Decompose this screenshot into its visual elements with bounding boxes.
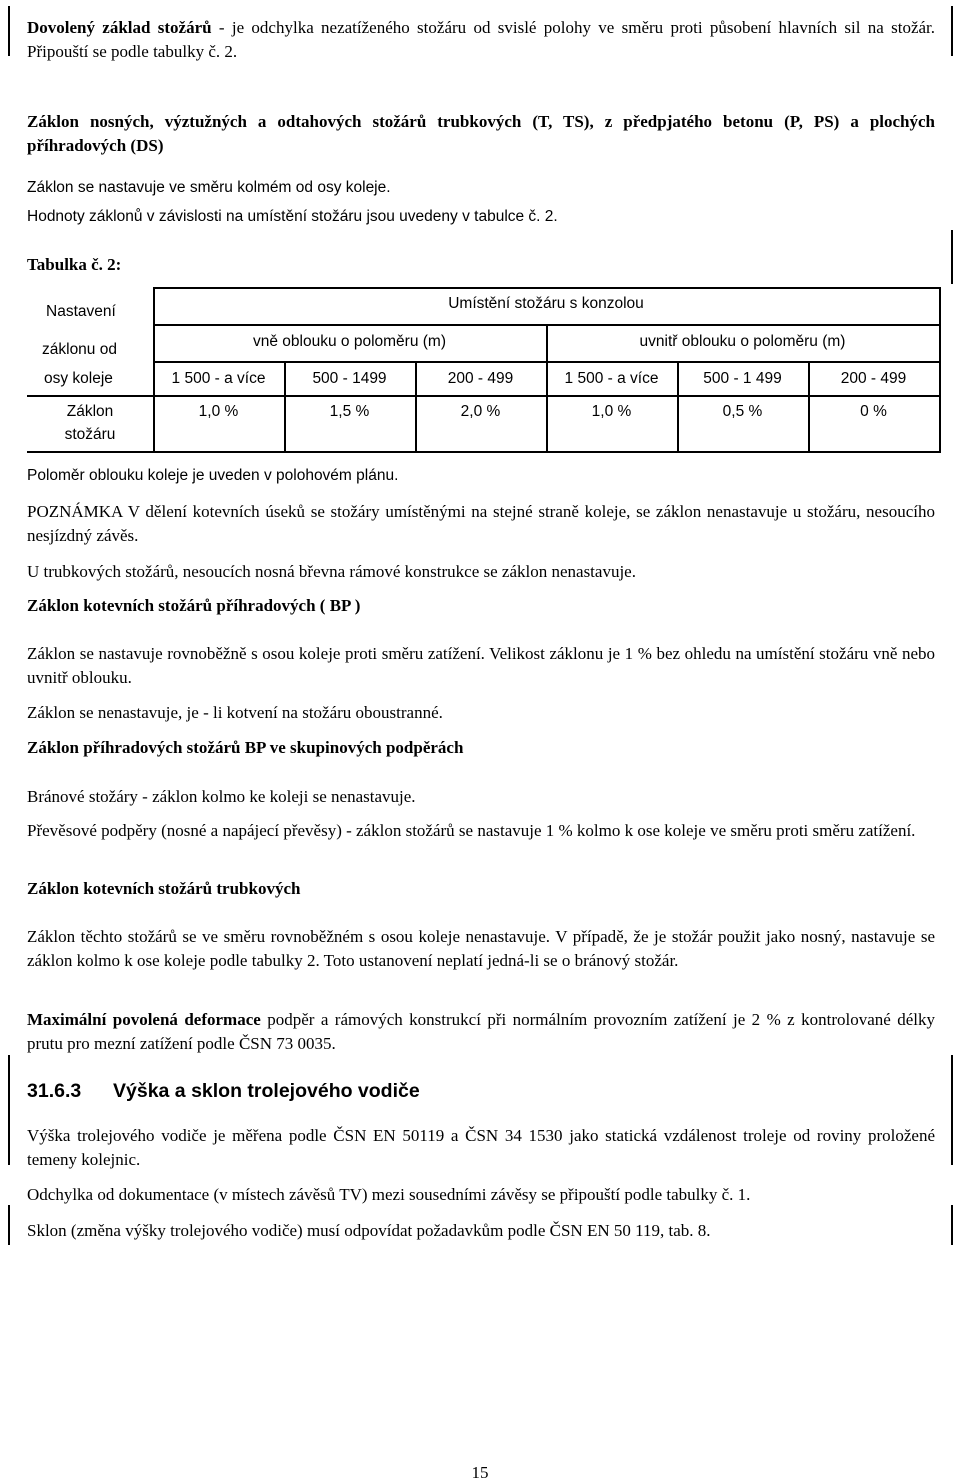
section-number: 31.6.3 bbox=[27, 1080, 82, 1102]
range-cell: 500 - 1499 bbox=[312, 370, 387, 387]
heading-kotevni-trubkove: Záklon kotevních stožárů trubkových bbox=[27, 879, 301, 898]
paragraph-max-deformace bbox=[27, 1008, 935, 1055]
row-header-zaklon: Záklon bbox=[66, 403, 114, 420]
page-number: 15 bbox=[471, 1463, 489, 1482]
paragraph-oboustranne: Záklon se nenastavuje, je - li kotvení na stožáru oboustranné. bbox=[27, 703, 443, 722]
change-bar bbox=[951, 1205, 953, 1245]
row-header-osy-koleje: osy koleje bbox=[44, 370, 113, 387]
value-cell: 0 % bbox=[860, 403, 887, 420]
range-cell: 500 - 1 499 bbox=[703, 370, 782, 387]
table-line bbox=[27, 395, 941, 397]
paragraph-odchylka: Odchylka od dokumentace (v místech závěsů TV) mezi sousedními závěsy se připouští podle tabulky č. 1. bbox=[27, 1185, 751, 1204]
paragraph-hodnoty-zaklonu: Hodnoty záklonů v závislosti na umístění stožáru jsou uvedeny v tabulce č. 2. bbox=[27, 208, 558, 225]
section-heading bbox=[27, 1080, 420, 1103]
section-title: Výška a sklon trolejového vodiče bbox=[113, 1080, 420, 1102]
table-line bbox=[153, 287, 941, 289]
paragraph-text: podpěr a rámových konstrukcí při normálním provozním zatížení je 2 % z kontrolované délky prutu pro mezní zatížení podle ČSN 73 0035. bbox=[27, 1010, 935, 1053]
heading-skupinove-podpery: Záklon příhradových stožárů BP ve skupinových podpěrách bbox=[27, 738, 464, 757]
paragraph-poznamka: POZNÁMKA V dělení kotevních úseků se stožáry umístěnými na stejné straně koleje, se záklon nenastavuje u stožáru, nesoucího nesjízdný závěs. bbox=[27, 502, 935, 545]
heading-kotevni-prihradove: Záklon kotevních stožárů příhradových ( BP ) bbox=[27, 596, 361, 615]
paragraph-prevesove: Převěsové podpěry (nosné a napájecí převěsy) - záklon stožárů se nastavuje 1 % kolmo k ose koleje ve směru proti směru zatížení. bbox=[27, 821, 916, 840]
range-cell: 200 - 499 bbox=[840, 370, 907, 387]
range-cell: 1 500 - a více bbox=[564, 370, 659, 387]
table-line bbox=[939, 287, 941, 452]
change-bar bbox=[8, 1205, 10, 1245]
paragraph-polomer-oblouku: Poloměr oblouku koleje je uveden v polohovém plánu. bbox=[27, 467, 399, 484]
table-caption: Tabulka č. 2: bbox=[27, 255, 122, 274]
row-header-stozaru: stožáru bbox=[64, 426, 116, 443]
paragraph-trubkove-stozary: U trubkových stožárů, nesoucích nosná břevna rámové konstrukce se záklon nenastavuje. bbox=[27, 562, 636, 581]
heading-zaklon-nosnych: Záklon nosných, výztužných a odtahových stožárů trubkových (T, TS), z předpjatého betonu (P, PS) a plochých příhradových (DS) bbox=[27, 112, 935, 155]
paragraph-branove: Bránové stožáry - záklon kolmo ke koleji se nenastavuje. bbox=[27, 787, 416, 806]
group-header-outer: vně oblouku o poloměru (m) bbox=[253, 333, 446, 350]
value-cell: 1,0 % bbox=[591, 403, 632, 420]
paragraph-text: - je odchylka nezatíženého stožáru od svislé polohy ve směru proti působení hlavních sil na stožár. Připouští se podle tabulky č. 2. bbox=[27, 18, 936, 61]
paragraph-nastavuje-kolmo: Záklon se nastavuje ve směru kolmém od osy koleje. bbox=[27, 179, 391, 196]
value-cell: 2,0 % bbox=[460, 403, 501, 420]
change-bar bbox=[951, 1055, 953, 1165]
table-top-header: Umístění stožáru s konzolou bbox=[448, 295, 644, 312]
paragraph-tyto-stozary: Záklon těchto stožárů se ve směru rovnoběžném s osou koleje nenastavuje. V případě, že je stožár použit jako nosný, nastavuje se záklon kolmo k ose koleje podle tabulky 2. Toto ustanovení neplatí jedná-li se o bránový stožár. bbox=[27, 927, 935, 970]
change-bar bbox=[8, 1055, 10, 1165]
range-cell: 1 500 - a více bbox=[171, 370, 266, 387]
table-line bbox=[27, 451, 941, 453]
paragraph-vyska-vodice: Výška trolejového vodiče je měřena podle ČSN EN 50119 a ČSN 34 1530 jako statická vzdálenost troleje od roviny proložené temeny kolejnic. bbox=[27, 1126, 935, 1169]
row-header-nastaveni: Nastavení bbox=[46, 303, 116, 320]
value-cell: 1,5 % bbox=[329, 403, 370, 420]
paragraph-sklon: Sklon (změna výšky trolejového vodiče) musí odpovídat požadavkům podle ČSN EN 50 119, tab. 8. bbox=[27, 1221, 711, 1240]
row-header-zaklonu-od: záklonu od bbox=[42, 341, 117, 358]
term-dovoleny-zaklon: Dovolený základ stožárů bbox=[27, 18, 212, 37]
value-cell: 1,0 % bbox=[198, 403, 239, 420]
group-header-inner: uvnitř oblouku o poloměru (m) bbox=[639, 333, 846, 350]
paragraph-rovnobezne: Záklon se nastavuje rovnoběžně s osou koleje proti směru zatížení. Velikost záklonu je 1 % bez ohledu na umístění stožáru vně nebo uvnitř oblouku. bbox=[27, 644, 935, 687]
range-cell: 200 - 499 bbox=[447, 370, 514, 387]
table-zaklon bbox=[0, 0, 960, 460]
value-cell: 0,5 % bbox=[722, 403, 763, 420]
term-max-deformace: Maximální povolená deformace bbox=[27, 1010, 261, 1029]
